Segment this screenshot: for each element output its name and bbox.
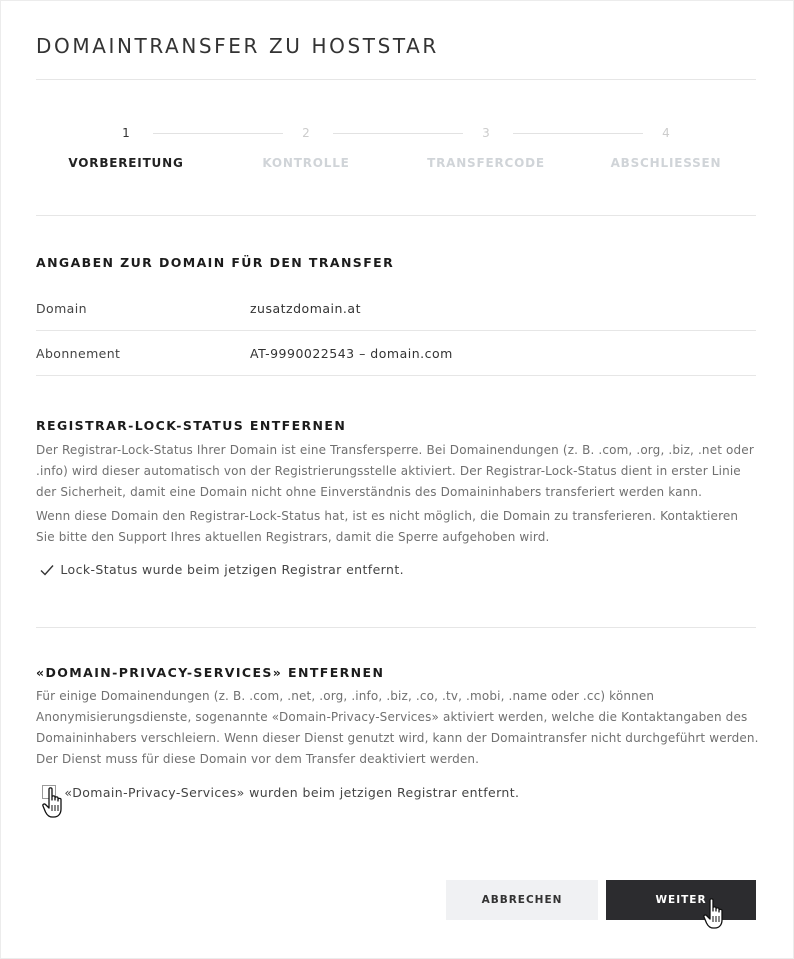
step-1-label: VORBEREITUNG [68, 156, 184, 170]
step-connector [513, 133, 643, 134]
divider [36, 627, 756, 628]
registrar-lock-title: REGISTRAR-LOCK-STATUS ENTFERNEN [36, 418, 347, 433]
domain-value: zusatzdomain.at [250, 301, 361, 316]
hand-pointer-icon [41, 786, 69, 822]
lock-status-label: Lock-Status wurde beim jetzigen Registrar entfernt. [60, 562, 404, 577]
privacy-services-description: Für einige Domainendungen (z. B. .com, .net, .org, .info, .biz, .co, .tv, .mobi, .name oder .cc) können Anonymisierungsdienste, sogenannte «Domain-Privacy-Services» aktiviert werden, welche die Kontaktangaben des Domaininhabers verschleiern. Wenn dieser Dienst genutzt wird, kann der Domaintransfer nicht durchgeführt werden. Der Dienst muss für diese Domain vor dem Transfer deaktiviert werden. [36, 689, 759, 766]
domain-label: Domain [36, 301, 87, 316]
privacy-services-confirmation[interactable] [42, 785, 519, 800]
page-title: DOMAINTRANSFER ZU HOSTSTAR [36, 34, 439, 58]
step-connector [333, 133, 463, 134]
divider [36, 375, 756, 376]
registrar-lock-note: Wenn diese Domain den Registrar-Lock-Status hat, ist es nicht möglich, die Domain zu transferieren. Kontaktieren Sie bitte den Support Ihres aktuellen Registrars, damit die Sperre aufgehoben wird. [36, 509, 739, 544]
step-4-number: 4 [662, 126, 670, 140]
checkmark-icon [40, 564, 56, 579]
privacy-services-title: «DOMAIN-PRIVACY-SERVICES» ENTFERNEN [36, 665, 385, 680]
step-2-number: 2 [302, 126, 310, 140]
step-3-number: 3 [482, 126, 490, 140]
divider [36, 215, 756, 216]
step-connector [153, 133, 283, 134]
divider [36, 79, 756, 80]
divider [36, 330, 756, 331]
domain-info-title: ANGABEN ZUR DOMAIN FÜR DEN TRANSFER [36, 255, 395, 270]
hand-pointer-icon [702, 897, 730, 933]
step-4-label: ABSCHLIESSEN [610, 156, 722, 170]
step-3-label: TRANSFERCODE [427, 156, 545, 170]
registrar-lock-description: Der Registrar-Lock-Status Ihrer Domain ist eine Transfersperre. Bei Domainendungen (z. B. .com, .org, .biz, .net oder .info) wird dieser automatisch von der Registrierungsstelle aktiviert. Der Registrar-Lock-Status dient in erster Linie der Sicherheit, damit eine Domain nicht ohne Einverständnis des Domaininhabers transferiert werden kann. [36, 443, 754, 499]
next-button[interactable]: WEITER [606, 880, 756, 920]
privacy-services-label[interactable]: «Domain-Privacy-Services» wurden beim jetzigen Registrar entfernt. [64, 785, 520, 800]
step-1-number: 1 [122, 126, 130, 140]
stepper [36, 120, 756, 180]
step-2-label: KONTROLLE [262, 156, 350, 170]
subscription-value: AT-9990022543 – domain.com [250, 346, 453, 361]
lock-status-confirmation [40, 562, 404, 579]
subscription-label: Abonnement [36, 346, 121, 361]
cancel-button[interactable]: ABBRECHEN [446, 880, 598, 920]
